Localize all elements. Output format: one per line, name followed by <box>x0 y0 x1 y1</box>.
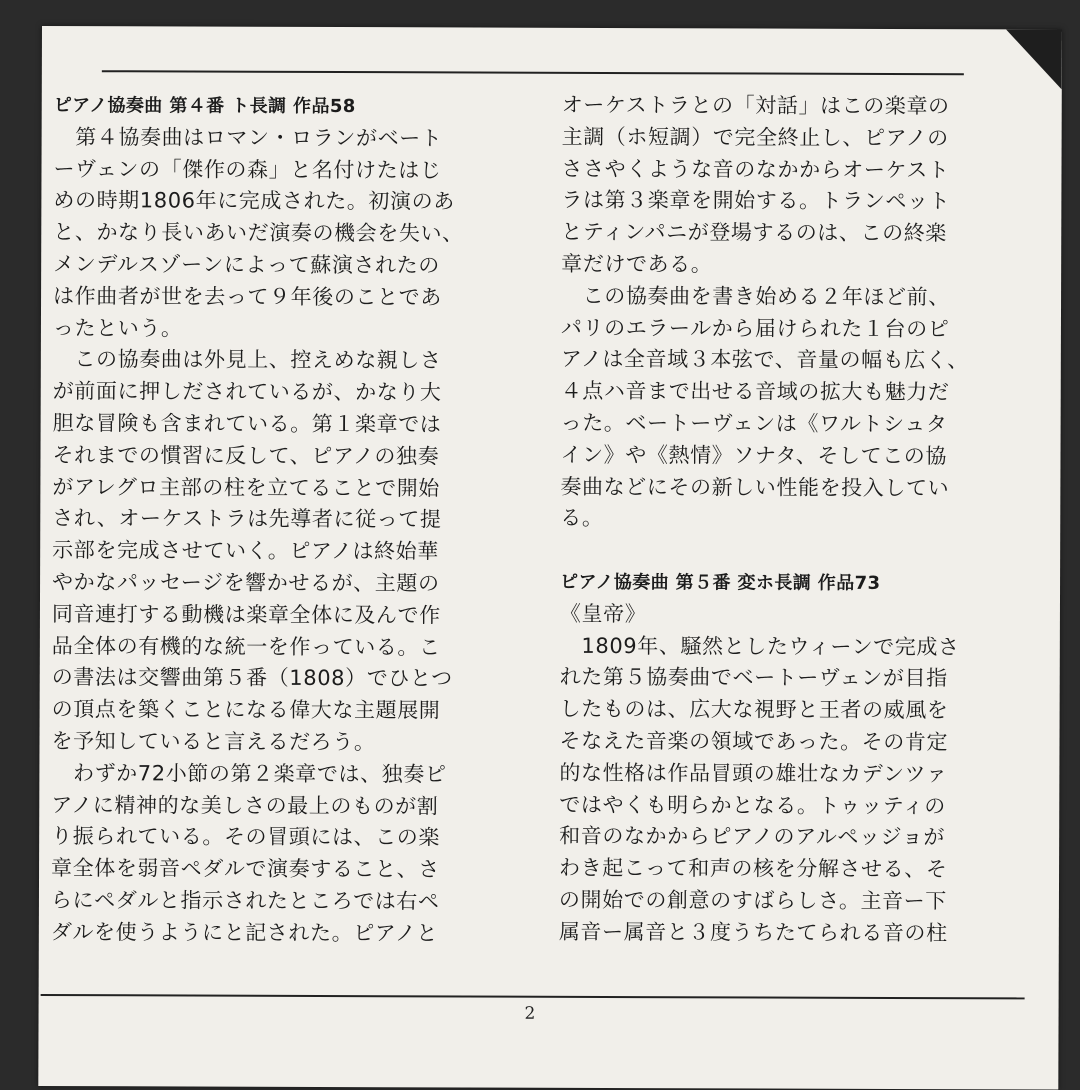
text-line: わずか72小節の第２楽章では、独奏ピ <box>51 760 447 787</box>
text-line: そなえた音楽の領域であった。その肯定 <box>559 728 949 755</box>
text-line: この協奏曲を書き始める２年ほど前、 <box>561 283 950 309</box>
text-line: は作曲者が世を去って９年後のことであ <box>53 283 442 310</box>
text-line: と、かなり長いあいだ演奏の機会を失い、 <box>53 220 464 246</box>
text-line: 示部を完成させていく。ピアノは終始華 <box>52 538 439 564</box>
text-line: の頂点を築くことになる偉大な主題展開 <box>51 697 441 723</box>
text-line: った。ベートーヴェンは《ワルトシュタ <box>560 410 948 437</box>
text-line: がアレグロ主部の柱を立てることで開始 <box>52 474 440 500</box>
text-line: ったという。 <box>52 315 183 341</box>
text-line: 胆な冒険も含まれている。第１楽章では <box>52 411 442 437</box>
text-line: の開始での創意のすばらしさ。主音ー下 <box>558 887 947 914</box>
text-line: それまでの慣習に反して、ピアノの独奏 <box>52 442 440 469</box>
text-line: 章全体を弱音ペダルで演奏すること、さ <box>51 856 440 882</box>
text-line: 第４協奏曲はロマン・ロランがベート <box>53 124 443 151</box>
text-line: アノは全音域３本弦で、音量の幅も広く、 <box>560 347 969 373</box>
text-line: 主調（ホ短調）で完全終止し、ピアノの <box>561 124 949 150</box>
text-line: この協奏曲は外見上、控えめな親しさ <box>52 347 442 373</box>
text-line: パリのエラールから届けられた１台のピ <box>560 315 950 341</box>
bottom-rule <box>41 994 1025 999</box>
text-line: 属音ー属音と３度うちたてられる音の柱 <box>558 919 948 945</box>
text-line: 章だけである。 <box>561 251 713 277</box>
top-rule <box>102 70 964 75</box>
text-line: され、オーケストラは先導者に従って提 <box>52 506 442 532</box>
text-line: ではやくも明らかとなる。トゥッティの <box>559 792 946 818</box>
text-line: 1809年、騒然としたウィーンで完成さ <box>559 633 960 659</box>
text-line: ダルを使うようにと記された。ピアノと <box>50 919 439 946</box>
text-line: ４点ハ音まで出せる音域の拡大も魅力だ <box>560 378 950 405</box>
text-line: わき起こって和声の核を分解させる、そ <box>559 855 948 882</box>
text-line: ささやくような音のなかからオーケスト <box>561 156 950 182</box>
left-column <box>51 90 506 950</box>
right-column-body-bottom <box>559 630 1016 950</box>
section-gap <box>560 535 1016 568</box>
text-line: アノに精神的な美しさの最上のものが割 <box>51 792 439 818</box>
text-line: ーヴェンの「傑作の森」と名付けたはじ <box>53 156 442 182</box>
text-line: 品全体の有機的な統一を作っている。こ <box>51 633 441 659</box>
text-line: 同音連打する動機は楽章全体に及んで作 <box>51 601 441 628</box>
right-column-body-top <box>560 90 1018 537</box>
text-line: を予知していると言えるだろう。 <box>51 728 376 755</box>
text-line: イン》や《熱情》ソナタ、そしてこの協 <box>560 442 948 468</box>
text-line: ラは第３楽章を開始する。トランペット <box>561 188 951 214</box>
right-column <box>559 90 1018 950</box>
text-line: り振られている。その冒頭には、この楽 <box>51 824 441 850</box>
text-line: 奏曲などにその新しい性能を投入してい <box>560 474 950 500</box>
text-line: したものは、広大な視野と王者の威風を <box>559 696 949 723</box>
text-line: らにペダルと指示されたところでは右ペ <box>50 887 440 914</box>
text-line: の書法は交響曲第５番（1808）でひとつ <box>51 665 453 691</box>
left-column-body <box>51 122 506 950</box>
text-line: めの時期1806年に完成された。初演のあ <box>53 188 455 214</box>
concerto-4-heading: ピアノ協奏曲 第４番 ト長調 作品58 <box>53 95 356 118</box>
booklet-page <box>38 26 1062 1090</box>
concerto-5-subtitle: 《皇帝》 <box>559 601 647 626</box>
page-fold-shadow <box>992 29 1062 89</box>
text-line: 的な性格は作品冒頭の雄壮なカデンツァ <box>559 760 948 786</box>
text-line: が前面に押しだされているが、かなり大 <box>52 379 442 405</box>
page-number: 2 <box>524 1003 536 1024</box>
text-line: とティンパニが登場するのは、この終楽 <box>561 220 947 246</box>
text-line: れた第５協奏曲でベートーヴェンが目指 <box>559 665 948 691</box>
text-line: る。 <box>560 506 604 531</box>
concerto-5-heading: ピアノ協奏曲 第５番 変ホ長調 作品73 <box>560 571 881 594</box>
text-line: 和音のなかからピアノのアルペッジョが <box>559 824 946 850</box>
text-line: オーケストラとの「対話」はこの楽章の <box>561 92 950 119</box>
text-line: メンデルスゾーンによって蘇演されたの <box>53 252 440 278</box>
text-line: やかなパッセージを響かせるが、主題の <box>52 569 440 596</box>
